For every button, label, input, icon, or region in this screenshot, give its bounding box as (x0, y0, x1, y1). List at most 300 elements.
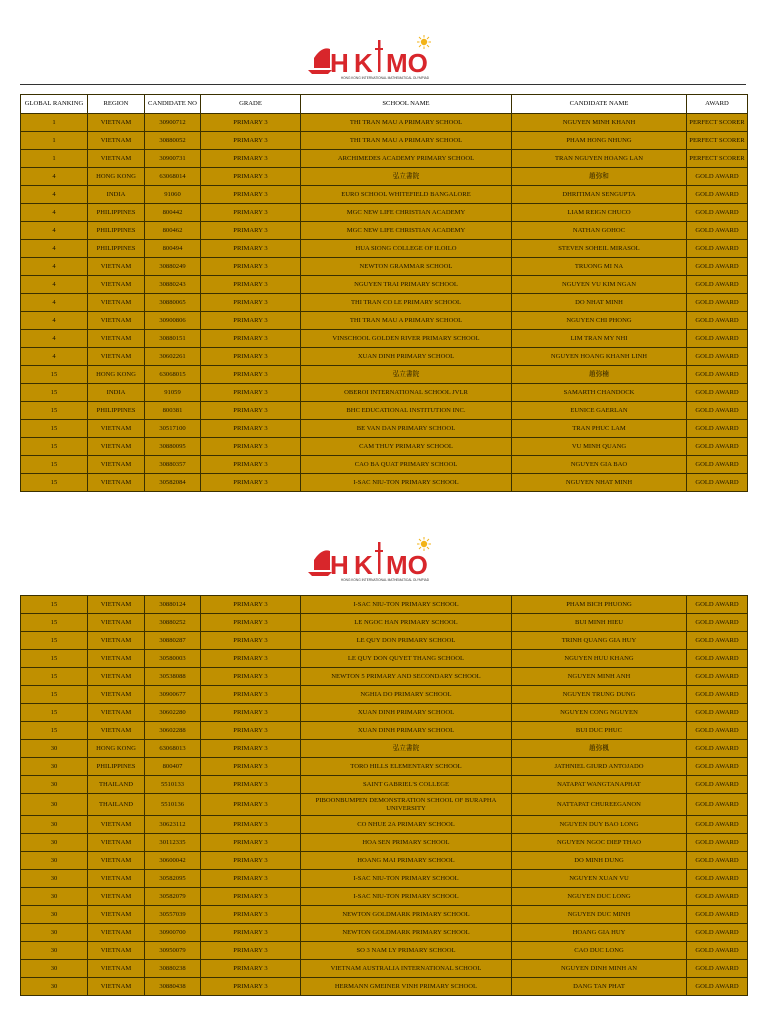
ranking-cell: 30 (21, 776, 88, 794)
table-row (21, 960, 748, 978)
award-cell: GOLD AWARD (687, 312, 748, 330)
junk-boat-icon (308, 48, 332, 74)
candidate-no-cell: 30880238 (145, 960, 201, 978)
table-row (21, 794, 748, 816)
candidate-name-cell: NATHAN GOHOC (512, 222, 687, 240)
table-row (21, 330, 748, 348)
award-cell: GOLD AWARD (687, 816, 748, 834)
region-cell: PHILIPPINES (88, 402, 145, 420)
candidate-name-cell: TRAN PHUC LAM (512, 420, 687, 438)
candidate-no-cell: 30950079 (145, 942, 201, 960)
region-cell: THAILAND (88, 794, 145, 816)
school-name-cell: VIETNAM AUSTRALIA INTERNATIONAL SCHOOL (301, 960, 512, 978)
region-cell: VIETNAM (88, 348, 145, 366)
table-row (21, 614, 748, 632)
candidate-name-cell: NGUYEN CONG NGUYEN (512, 704, 687, 722)
candidate-no-cell: 91059 (145, 384, 201, 402)
candidate-no-cell: 30880252 (145, 614, 201, 632)
table-row (21, 722, 748, 740)
candidate-no-cell: 91060 (145, 186, 201, 204)
ranking-cell: 1 (21, 114, 88, 132)
school-name-cell: VINSCHOOL GOLDEN RIVER PRIMARY SCHOOL (301, 330, 512, 348)
candidate-no-cell: 30880124 (145, 596, 201, 614)
candidate-name-cell: NGUYEN NGOC DIEP THAO (512, 834, 687, 852)
award-cell: GOLD AWARD (687, 776, 748, 794)
candidate-no-cell: 30880095 (145, 438, 201, 456)
candidate-no-cell: 30602280 (145, 704, 201, 722)
candidate-name-cell: LIM TRAN MY NHI (512, 330, 687, 348)
school-name-cell: I-SAC NIU-TON PRIMARY SCHOOL (301, 474, 512, 492)
candidate-name-cell: NGUYEN XUAN VU (512, 870, 687, 888)
ranking-cell: 30 (21, 906, 88, 924)
grade-cell: PRIMARY 3 (201, 906, 301, 924)
school-name-cell: OBEROI INTERNATIONAL SCHOOL JVLR (301, 384, 512, 402)
grade-cell: PRIMARY 3 (201, 740, 301, 758)
region-cell: PHILIPPINES (88, 758, 145, 776)
ranking-cell: 1 (21, 150, 88, 168)
school-name-cell: EURO SCHOOL WHITEFIELD BANGALORE (301, 186, 512, 204)
table-row (21, 924, 748, 942)
region-cell: VIETNAM (88, 614, 145, 632)
hkimo-logo-mark-2 (300, 536, 470, 584)
school-name-cell: CO NHUE 2A PRIMARY SCHOOL (301, 816, 512, 834)
candidate-name-cell: NGUYEN DUC MINH (512, 906, 687, 924)
award-cell: GOLD AWARD (687, 888, 748, 906)
school-name-cell: THI TRAN MAU A PRIMARY SCHOOL (301, 114, 512, 132)
ranking-cell: 4 (21, 186, 88, 204)
ranking-cell: 4 (21, 312, 88, 330)
school-name-cell: SAINT GABRIEL'S COLLEGE (301, 776, 512, 794)
grade-cell: PRIMARY 3 (201, 758, 301, 776)
region-cell: PHILIPPINES (88, 222, 145, 240)
table-row (21, 978, 748, 996)
school-name-cell: THI TRAN CO LE PRIMARY SCHOOL (301, 294, 512, 312)
grade-cell: PRIMARY 3 (201, 816, 301, 834)
school-name-cell: CAM THUY PRIMARY SCHOOL (301, 438, 512, 456)
table-row (21, 438, 748, 456)
candidate-name-cell: CAO DUC LONG (512, 942, 687, 960)
grade-cell: PRIMARY 3 (201, 276, 301, 294)
hkimo-logo (300, 34, 470, 82)
region-cell: VIETNAM (88, 258, 145, 276)
award-cell: GOLD AWARD (687, 384, 748, 402)
header-rule (20, 84, 746, 85)
school-name-cell: LE QUY DON PRIMARY SCHOOL (301, 632, 512, 650)
ranking-cell: 4 (21, 294, 88, 312)
grade-cell: PRIMARY 3 (201, 132, 301, 150)
award-cell: GOLD AWARD (687, 348, 748, 366)
logo-text-k: K (354, 48, 373, 78)
grade-cell: PRIMARY 3 (201, 366, 301, 384)
junk-boat-icon (308, 550, 332, 576)
grade-cell: PRIMARY 3 (201, 888, 301, 906)
grade-cell: PRIMARY 3 (201, 312, 301, 330)
ranking-cell: 15 (21, 668, 88, 686)
hkimo-logo-mark (300, 34, 470, 82)
candidate-name-cell: NGUYEN MINH ANH (512, 668, 687, 686)
award-cell: GOLD AWARD (687, 834, 748, 852)
grade-cell: PRIMARY 3 (201, 596, 301, 614)
region-cell: VIETNAM (88, 978, 145, 996)
table-row (21, 258, 748, 276)
table-row (21, 384, 748, 402)
candidate-name-cell: NGUYEN VU KIM NGAN (512, 276, 687, 294)
candidate-no-cell: 800494 (145, 240, 201, 258)
ranking-cell: 1 (21, 132, 88, 150)
table-header-row (21, 95, 748, 114)
ranking-cell: 15 (21, 704, 88, 722)
region-cell: VIETNAM (88, 276, 145, 294)
school-name-cell: LE QUY DON QUYET THANG SCHOOL (301, 650, 512, 668)
candidate-name-cell: NGUYEN DUY BAO LONG (512, 816, 687, 834)
candidate-name-cell: NGUYEN DINH MINH AN (512, 960, 687, 978)
results-table-1 (20, 94, 748, 492)
region-cell: VIETNAM (88, 960, 145, 978)
table-row (21, 758, 748, 776)
candidate-no-cell: 30900806 (145, 312, 201, 330)
grade-cell: PRIMARY 3 (201, 978, 301, 996)
school-name-cell: BE VAN DAN PRIMARY SCHOOL (301, 420, 512, 438)
col-grade: GRADE (201, 95, 301, 114)
table-row (21, 632, 748, 650)
ranking-cell: 4 (21, 168, 88, 186)
grade-cell: PRIMARY 3 (201, 384, 301, 402)
grade-cell: PRIMARY 3 (201, 834, 301, 852)
ranking-cell: 30 (21, 960, 88, 978)
award-cell: PERFECT SCORER (687, 150, 748, 168)
award-cell: GOLD AWARD (687, 960, 748, 978)
candidate-name-cell: STEVEN SOHEIL MIRASOL (512, 240, 687, 258)
grade-cell: PRIMARY 3 (201, 348, 301, 366)
candidate-name-cell: TRAN NGUYEN HOANG LAN (512, 150, 687, 168)
region-cell: VIETNAM (88, 834, 145, 852)
logo-text-h: H (330, 550, 349, 580)
ranking-cell: 4 (21, 330, 88, 348)
grade-cell: PRIMARY 3 (201, 168, 301, 186)
award-cell: GOLD AWARD (687, 402, 748, 420)
award-cell: GOLD AWARD (687, 186, 748, 204)
table-row (21, 312, 748, 330)
region-cell: VIETNAM (88, 722, 145, 740)
school-name-cell: 弘立書院 (301, 740, 512, 758)
col-region: REGION (88, 95, 145, 114)
school-name-cell: NGHIA DO PRIMARY SCHOOL (301, 686, 512, 704)
candidate-name-cell: NGUYEN CHI PHONG (512, 312, 687, 330)
grade-cell: PRIMARY 3 (201, 420, 301, 438)
candidate-no-cell: 30880243 (145, 276, 201, 294)
logo-text-k: K (354, 550, 373, 580)
candidate-no-cell: 30517100 (145, 420, 201, 438)
table-row (21, 704, 748, 722)
award-cell: GOLD AWARD (687, 474, 748, 492)
award-cell: GOLD AWARD (687, 168, 748, 186)
ranking-cell: 30 (21, 978, 88, 996)
award-cell: GOLD AWARD (687, 596, 748, 614)
ranking-cell: 4 (21, 222, 88, 240)
logo-tagline: HONG KONG INTERNATIONAL MATHEMATICAL OLYMPIAD (340, 578, 430, 582)
ranking-cell: 30 (21, 758, 88, 776)
school-name-cell: HOANG MAI PRIMARY SCHOOL (301, 852, 512, 870)
candidate-no-cell: 30580003 (145, 650, 201, 668)
ranking-cell: 30 (21, 852, 88, 870)
ranking-cell: 30 (21, 740, 88, 758)
grade-cell: PRIMARY 3 (201, 704, 301, 722)
region-cell: VIETNAM (88, 596, 145, 614)
award-cell: PERFECT SCORER (687, 114, 748, 132)
school-name-cell: XUAN DINH PRIMARY SCHOOL (301, 704, 512, 722)
region-cell: VIETNAM (88, 294, 145, 312)
candidate-no-cell: 63068013 (145, 740, 201, 758)
grade-cell: PRIMARY 3 (201, 686, 301, 704)
table-row (21, 816, 748, 834)
region-cell: VIETNAM (88, 852, 145, 870)
school-name-cell: I-SAC NIU-TON PRIMARY SCHOOL (301, 870, 512, 888)
candidate-no-cell: 63068015 (145, 366, 201, 384)
region-cell: HONG KONG (88, 168, 145, 186)
school-name-cell: HOA SEN PRIMARY SCHOOL (301, 834, 512, 852)
region-cell: PHILIPPINES (88, 204, 145, 222)
region-cell: VIETNAM (88, 632, 145, 650)
award-cell: GOLD AWARD (687, 632, 748, 650)
region-cell: PHILIPPINES (88, 240, 145, 258)
school-name-cell: 弘立書院 (301, 168, 512, 186)
award-cell: GOLD AWARD (687, 614, 748, 632)
ranking-cell: 15 (21, 596, 88, 614)
award-cell: GOLD AWARD (687, 668, 748, 686)
school-name-cell: THI TRAN MAU A PRIMARY SCHOOL (301, 132, 512, 150)
ranking-cell: 15 (21, 384, 88, 402)
candidate-name-cell: NATAPAT WANGTANAPHAT (512, 776, 687, 794)
candidate-no-cell: 30112335 (145, 834, 201, 852)
candidate-no-cell: 5510136 (145, 794, 201, 816)
candidate-no-cell: 800381 (145, 402, 201, 420)
grade-cell: PRIMARY 3 (201, 150, 301, 168)
table-row (21, 186, 748, 204)
school-name-cell: LE NGOC HAN PRIMARY SCHOOL (301, 614, 512, 632)
candidate-no-cell: 30582084 (145, 474, 201, 492)
ranking-cell: 15 (21, 366, 88, 384)
sun-icon (417, 537, 431, 551)
grade-cell: PRIMARY 3 (201, 222, 301, 240)
grade-cell: PRIMARY 3 (201, 924, 301, 942)
grade-cell: PRIMARY 3 (201, 204, 301, 222)
col-candidate-name: CANDIDATE NAME (512, 95, 687, 114)
candidate-no-cell: 30880052 (145, 132, 201, 150)
table-row (21, 474, 748, 492)
grade-cell: PRIMARY 3 (201, 942, 301, 960)
region-cell: VIETNAM (88, 906, 145, 924)
award-cell: GOLD AWARD (687, 906, 748, 924)
school-name-cell: HERMANN GMEINER VINH PRIMARY SCHOOL (301, 978, 512, 996)
school-name-cell: I-SAC NIU-TON PRIMARY SCHOOL (301, 888, 512, 906)
candidate-no-cell: 30880438 (145, 978, 201, 996)
region-cell: VIETNAM (88, 870, 145, 888)
candidate-name-cell: PHAM BICH PHUONG (512, 596, 687, 614)
region-cell: VIETNAM (88, 816, 145, 834)
candidate-name-cell: DHRITIMAN SENGUPTA (512, 186, 687, 204)
region-cell: VIETNAM (88, 924, 145, 942)
candidate-name-cell: NGUYEN NHAT MINH (512, 474, 687, 492)
results-table-2 (20, 595, 748, 996)
ranking-cell: 4 (21, 276, 88, 294)
region-cell: VIETNAM (88, 312, 145, 330)
candidate-name-cell: NGUYEN MINH KHANH (512, 114, 687, 132)
school-name-cell: PIBOONBUMPEN DEMONSTRATION SCHOOL OF BURAPHA UNIVERSITY (301, 794, 512, 816)
grade-cell: PRIMARY 3 (201, 794, 301, 816)
region-cell: VIETNAM (88, 456, 145, 474)
table-row (21, 402, 748, 420)
region-cell: VIETNAM (88, 438, 145, 456)
award-cell: GOLD AWARD (687, 704, 748, 722)
col-award: AWARD (687, 95, 748, 114)
award-cell: GOLD AWARD (687, 222, 748, 240)
award-cell: GOLD AWARD (687, 258, 748, 276)
tower-icon (375, 40, 383, 72)
award-cell: GOLD AWARD (687, 740, 748, 758)
candidate-no-cell: 30880249 (145, 258, 201, 276)
candidate-no-cell: 30900700 (145, 924, 201, 942)
school-name-cell: BHC EDUCATIONAL INSTITUTION INC. (301, 402, 512, 420)
table-row (21, 668, 748, 686)
table-row (21, 114, 748, 132)
col-candidate-no: CANDIDATE NO (145, 95, 201, 114)
award-cell: GOLD AWARD (687, 942, 748, 960)
ranking-cell: 30 (21, 942, 88, 960)
award-cell: GOLD AWARD (687, 330, 748, 348)
grade-cell: PRIMARY 3 (201, 960, 301, 978)
table-row (21, 168, 748, 186)
school-name-cell: TORO HILLS ELEMENTARY SCHOOL (301, 758, 512, 776)
grade-cell: PRIMARY 3 (201, 776, 301, 794)
award-cell: GOLD AWARD (687, 852, 748, 870)
region-cell: HONG KONG (88, 366, 145, 384)
candidate-name-cell: BUI DUC PHUC (512, 722, 687, 740)
table-row (21, 222, 748, 240)
candidate-name-cell: JATHNIEL GIURD ANTOJADO (512, 758, 687, 776)
ranking-cell: 15 (21, 438, 88, 456)
school-name-cell: CAO BA QUAT PRIMARY SCHOOL (301, 456, 512, 474)
award-cell: GOLD AWARD (687, 204, 748, 222)
table-row (21, 870, 748, 888)
candidate-no-cell: 30557039 (145, 906, 201, 924)
award-cell: PERFECT SCORER (687, 132, 748, 150)
region-cell: VIETNAM (88, 942, 145, 960)
table-row (21, 456, 748, 474)
school-name-cell: ARCHIMEDES ACADEMY PRIMARY SCHOOL (301, 150, 512, 168)
award-cell: GOLD AWARD (687, 420, 748, 438)
award-cell: GOLD AWARD (687, 758, 748, 776)
grade-cell: PRIMARY 3 (201, 614, 301, 632)
grade-cell: PRIMARY 3 (201, 668, 301, 686)
candidate-name-cell: DO MINH DUNG (512, 852, 687, 870)
sun-icon (417, 35, 431, 49)
candidate-name-cell: NGUYEN GIA BAO (512, 456, 687, 474)
region-cell: VIETNAM (88, 686, 145, 704)
grade-cell: PRIMARY 3 (201, 240, 301, 258)
grade-cell: PRIMARY 3 (201, 852, 301, 870)
candidate-name-cell: 趙弥楠 (512, 366, 687, 384)
candidate-no-cell: 63068014 (145, 168, 201, 186)
ranking-cell: 30 (21, 794, 88, 816)
candidate-name-cell: DO NHAT MINH (512, 294, 687, 312)
school-name-cell: MGC NEW LIFE CHRISTIAN ACADEMY (301, 204, 512, 222)
award-cell: GOLD AWARD (687, 366, 748, 384)
candidate-name-cell: 趙弥楓 (512, 740, 687, 758)
candidate-name-cell: TRINH QUANG GIA HUY (512, 632, 687, 650)
table-row (21, 204, 748, 222)
candidate-name-cell: NGUYEN TRUNG DUNG (512, 686, 687, 704)
region-cell: VIETNAM (88, 704, 145, 722)
ranking-cell: 30 (21, 834, 88, 852)
table-row (21, 294, 748, 312)
region-cell: VIETNAM (88, 330, 145, 348)
school-name-cell: I-SAC NIU-TON PRIMARY SCHOOL (301, 596, 512, 614)
region-cell: INDIA (88, 186, 145, 204)
award-cell: GOLD AWARD (687, 978, 748, 996)
table-row (21, 240, 748, 258)
award-cell: GOLD AWARD (687, 870, 748, 888)
candidate-no-cell: 30880065 (145, 294, 201, 312)
school-name-cell: NEWTON GOLDMARK PRIMARY SCHOOL (301, 906, 512, 924)
school-name-cell: THI TRAN MAU A PRIMARY SCHOOL (301, 312, 512, 330)
region-cell: VIETNAM (88, 150, 145, 168)
region-cell: THAILAND (88, 776, 145, 794)
ranking-cell: 15 (21, 722, 88, 740)
candidate-no-cell: 800407 (145, 758, 201, 776)
school-name-cell: NEWTON 5 PRIMARY AND SECONDARY SCHOOL (301, 668, 512, 686)
grade-cell: PRIMARY 3 (201, 870, 301, 888)
ranking-cell: 15 (21, 402, 88, 420)
region-cell: VIETNAM (88, 132, 145, 150)
region-cell: INDIA (88, 384, 145, 402)
candidate-no-cell: 800462 (145, 222, 201, 240)
logo-text-mo: MO (386, 48, 428, 78)
region-cell: HONG KONG (88, 740, 145, 758)
candidate-no-cell: 30900712 (145, 114, 201, 132)
table-row (21, 150, 748, 168)
candidate-no-cell: 30582095 (145, 870, 201, 888)
candidate-no-cell: 30900731 (145, 150, 201, 168)
grade-cell: PRIMARY 3 (201, 294, 301, 312)
grade-cell: PRIMARY 3 (201, 632, 301, 650)
candidate-name-cell: HOANG GIA HUY (512, 924, 687, 942)
table-row (21, 852, 748, 870)
table-row (21, 650, 748, 668)
candidate-no-cell: 30600042 (145, 852, 201, 870)
candidate-name-cell: NGUYEN HOANG KHANH LINH (512, 348, 687, 366)
ranking-cell: 15 (21, 686, 88, 704)
table-row (21, 740, 748, 758)
award-cell: GOLD AWARD (687, 276, 748, 294)
school-name-cell: HUA SIONG COLLEGE OF ILOILO (301, 240, 512, 258)
table-row (21, 888, 748, 906)
award-cell: GOLD AWARD (687, 722, 748, 740)
ranking-cell: 15 (21, 420, 88, 438)
ranking-cell: 30 (21, 888, 88, 906)
candidate-name-cell: BUI MINH HIEU (512, 614, 687, 632)
logo-text-h: H (330, 48, 349, 78)
table-row (21, 686, 748, 704)
school-name-cell: NEWTON GRAMMAR SCHOOL (301, 258, 512, 276)
ranking-cell: 4 (21, 240, 88, 258)
candidate-name-cell: 趙弥和 (512, 168, 687, 186)
award-cell: GOLD AWARD (687, 794, 748, 816)
candidate-no-cell: 30623112 (145, 816, 201, 834)
region-cell: VIETNAM (88, 114, 145, 132)
region-cell: VIETNAM (88, 474, 145, 492)
candidate-no-cell: 30602288 (145, 722, 201, 740)
candidate-name-cell: SAMARTH CHANDOCK (512, 384, 687, 402)
